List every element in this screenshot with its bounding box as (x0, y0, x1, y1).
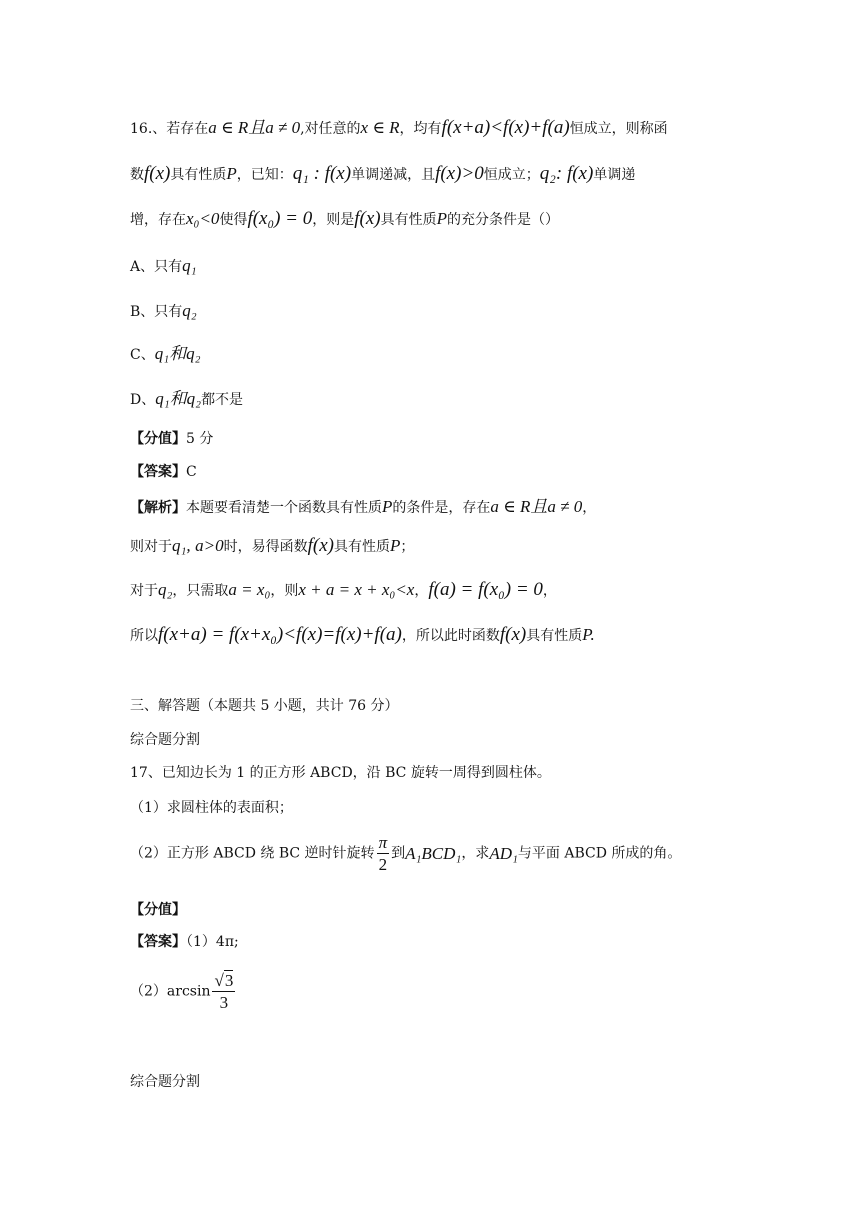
option-c-label: C、 (130, 347, 155, 363)
frac-numerator: π (378, 833, 388, 852)
q16-line3-x0: x₀<0 (186, 209, 220, 228)
q16-line1-mid: ,对任意的 (300, 121, 361, 137)
section-heading: 三、解答题（本题共 5 小题，共计 76 分） (130, 698, 399, 714)
q17-p2-pre: （2）正方形 ABCD 绕 BC 逆时针旋转 (130, 845, 375, 862)
q16-line2-inc: 单调递 (593, 167, 636, 183)
analysis-2-P: P (389, 536, 401, 555)
analysis-line-4 (130, 625, 595, 644)
analysis-3-mid: ，只需取 (172, 583, 229, 599)
q17-p2-target: A₁BCD₁ (405, 844, 462, 863)
analysis-2-has: 具有性质 (333, 539, 390, 555)
analysis-3-then: ，则 (270, 583, 299, 599)
q16-line-1 (130, 118, 668, 137)
q17-p2-to: 到 (391, 845, 406, 862)
q17-answer-1: （1）4π; (186, 934, 239, 950)
pi-over-2-fraction (377, 834, 390, 873)
q16-line3-then: ，则是 (312, 212, 355, 228)
analysis-3-comma: ， (414, 583, 429, 599)
q16-line1-pre: 16.、若存在 (130, 121, 209, 137)
analysis-1-pre: 本题要看清楚一个函数具有性质 (186, 500, 382, 516)
analysis-label: 【解析】 (130, 500, 186, 516)
q16-line3-has: 具有性质 (380, 212, 437, 228)
option-c-math: q₁和q₂ (154, 344, 201, 363)
option-c (130, 345, 201, 362)
analysis-1-mid: 的条件是，存在 (392, 500, 491, 516)
q17-score-label (130, 903, 186, 917)
q17-p2-post: 与平面 ABCD 所成的角。 (517, 845, 682, 862)
q17-answer-2-pre: （2）arcsin (130, 983, 211, 1000)
split-label-1: 综合题分割 (130, 732, 200, 748)
q16-answer-label: 【答案】 (130, 464, 186, 480)
analysis-2-mid: 时，易得函数 (223, 539, 308, 555)
q16-line1-post: 恒成立，则称函 (569, 121, 668, 137)
sqrt3-over-3-fraction (212, 972, 235, 1011)
q16-line3-P: P (436, 209, 447, 228)
q16-line2-mid: 具有性质 (170, 167, 227, 183)
option-b-label: B、只有 (130, 304, 183, 320)
q17-score-label-text: 【分值】 (130, 902, 186, 918)
q17-stem: 17、已知边长为 1 的正方形 ABCD，沿 BC 旋转一周得到圆柱体。 (130, 765, 551, 781)
q16-line-3 (130, 209, 559, 228)
option-d-suffix: 都不是 (201, 392, 244, 408)
analysis-2-q1: q₁, (172, 536, 191, 555)
q16-line3-post: 的充分条件是（） (447, 212, 559, 228)
q16-line1-x: x ∈ R (360, 118, 400, 137)
option-d (130, 390, 243, 407)
analysis-line-1 (130, 498, 596, 515)
analysis-2-post: ； (400, 539, 415, 555)
radicand: 3 (224, 971, 234, 990)
analysis-4-has: 具有性质 (526, 628, 583, 644)
q16-line-2 (130, 164, 635, 183)
q16-line2-pre: 数 (130, 167, 144, 183)
option-d-label: D、 (130, 392, 156, 408)
q17-answer-label: 【答案】 (130, 934, 186, 950)
option-d-math: q₁和q₂ (155, 389, 202, 408)
q16-line3-fx0: f(x₀) = 0 (247, 208, 313, 229)
q16-line2-P: P (226, 164, 237, 183)
analysis-4-pre: 所以 (130, 628, 158, 644)
q16-line2-pos: f(x)>0 (435, 163, 484, 184)
q16-line2-known: ，已知： (236, 167, 293, 183)
q17-part-1: （1）求圆柱体的表面积； (130, 800, 293, 816)
analysis-3-ineq: x + a = x + x₀<x (298, 580, 415, 599)
frac-denominator-3: 3 (219, 993, 229, 1012)
analysis-3-pre: 对于 (130, 583, 158, 599)
analysis-2-a: a>0 (195, 536, 224, 555)
option-b (130, 302, 197, 319)
q16-line2-fx: f(x) (144, 163, 171, 184)
q17-p2-seg: AD₁ (489, 844, 518, 863)
option-a-label: A、只有 (130, 259, 183, 275)
frac-denominator: 2 (378, 855, 388, 874)
analysis-line-2 (130, 536, 414, 555)
option-a-math: q₁ (182, 256, 197, 275)
q16-answer-value: C (186, 464, 197, 480)
option-b-math: q₂ (182, 301, 197, 320)
q16-line3-fx: f(x) (354, 208, 381, 229)
analysis-4-P: P. (582, 625, 595, 644)
q16-line2-dec: 单调递减，且 (351, 167, 436, 183)
q16-line2-q2: q₂: f(x) (539, 163, 594, 184)
q17-part-2 (130, 834, 681, 873)
q16-line3-mid: 使得 (219, 212, 248, 228)
analysis-3-post: ， (542, 583, 557, 599)
analysis-1-P: P (382, 497, 393, 516)
analysis-4-mid: ，所以此时函数 (401, 628, 500, 644)
analysis-1-post: ， (582, 500, 597, 516)
q17-answer-2 (130, 972, 237, 1011)
q16-line1-cond: a ∈ R且a ≠ 0 (208, 118, 301, 137)
q16-score-value: 5 分 (186, 431, 214, 447)
analysis-2-fx: f(x) (307, 535, 334, 556)
frac-numerator-sqrt: √3 (214, 971, 234, 990)
q16-score (130, 432, 213, 446)
q16-line2-hold: 恒成立； (483, 167, 540, 183)
q16-line1-has: ，均有 (399, 121, 442, 137)
analysis-3-q2: q₂ (158, 580, 173, 599)
option-a (130, 257, 197, 274)
q17-answer (130, 935, 239, 949)
analysis-1-cond: a ∈ R且a ≠ 0 (490, 497, 583, 516)
analysis-4-eq: f(x+a) = f(x+x₀)<f(x)=f(x)+f(a) (158, 624, 402, 645)
analysis-line-3 (130, 580, 557, 599)
q16-line1-ineq: f(x+a)<f(x)+f(a) (441, 117, 570, 138)
analysis-2-pre: 则对于 (130, 539, 172, 555)
q16-line2-q1: q₁ : f(x) (292, 163, 352, 184)
analysis-3-eq2: f(a) = f(x₀) = 0 (428, 579, 543, 600)
q17-p2-mid: ，求 (461, 845, 490, 862)
q16-score-label: 【分值】 (130, 431, 186, 447)
q16-line3-pre: 增，存在 (130, 212, 186, 228)
q16-answer (130, 465, 197, 479)
split-label-2: 综合题分割 (130, 1074, 200, 1090)
analysis-4-fx: f(x) (499, 624, 527, 645)
analysis-3-eq: a = x₀ (228, 580, 271, 599)
